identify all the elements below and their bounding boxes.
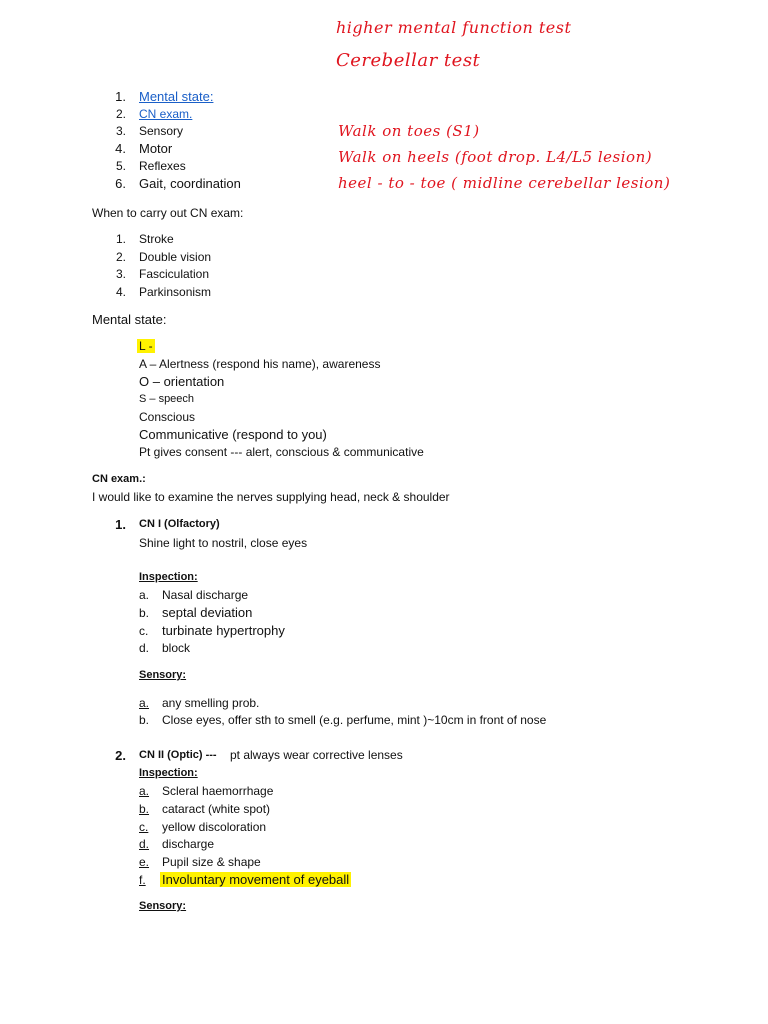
list-item: cataract (white spot) (162, 802, 271, 816)
list-item: Fasciculation (139, 267, 210, 281)
list-item: Stroke (139, 232, 174, 246)
list-item: Gait, coordination (139, 176, 241, 191)
when-heading: When to carry out CN exam: (92, 206, 244, 220)
list-number: 4. (115, 285, 126, 299)
list-number: 3. (115, 267, 126, 281)
list-item: Close eyes, offer sth to smell (e.g. perfume, mint )~10cm in front of nose (162, 713, 547, 727)
highlighted-l-line: L - (139, 339, 153, 353)
list-item: Parkinsonism (139, 285, 212, 299)
cn1-sensory-label: Sensory: (139, 669, 187, 681)
cn2-inspection-label: Inspection: (139, 767, 198, 779)
list-letter: a. (139, 588, 150, 602)
list-item: block (162, 641, 191, 655)
mental-line-conscious: Conscious (139, 410, 196, 424)
list-item: discharge (162, 837, 215, 851)
list-letter: d. (139, 837, 150, 851)
list-item: yellow discoloration (162, 820, 267, 834)
mental-line-communicative: Communicative (respond to you) (139, 427, 327, 442)
handwritten-note-toes: Walk on toes (S1) (338, 122, 480, 140)
cn-exam-intro: I would like to examine the nerves supplying head, neck & shoulder (92, 490, 450, 504)
list-letter: d. (139, 641, 150, 655)
list-letter: b. (139, 802, 150, 816)
mental-state-heading: Mental state: (92, 312, 167, 327)
cn-exam-heading: CN exam.: (92, 473, 146, 485)
cn2-title: CN II (Optic) --- (139, 749, 217, 761)
list-number: 2. (115, 107, 126, 121)
list-letter: c. (139, 624, 149, 638)
handwritten-note-heel-to-toe: heel - to - toe ( midline cerebellar lesion) (338, 174, 671, 192)
list-number: 4. (115, 141, 126, 156)
handwritten-note-higher-mental: higher mental function test (336, 18, 572, 37)
cn-exam-link[interactable]: CN exam. (139, 107, 193, 121)
list-number: 6. (115, 176, 126, 191)
list-item: Double vision (139, 250, 212, 264)
mental-state-link[interactable]: Mental state: (139, 89, 214, 104)
list-letter: b. (139, 713, 150, 727)
list-letter: f. (139, 873, 146, 887)
list-item: Sensory (139, 124, 184, 138)
list-item: Scleral haemorrhage (162, 784, 274, 798)
cn1-inspection-label: Inspection: (139, 571, 198, 583)
list-letter: c. (139, 820, 149, 834)
mental-line-alertness: A – Alertness (respond his name), awareness (139, 357, 381, 371)
cn2-title-suffix: pt always wear corrective lenses (230, 748, 403, 762)
list-letter: b. (139, 606, 150, 620)
list-item: Pupil size & shape (162, 855, 261, 869)
list-item: septal deviation (162, 605, 253, 620)
cn2-number: 2. (115, 748, 126, 763)
list-letter: e. (139, 855, 150, 869)
handwritten-note-heels: Walk on heels (foot drop. L4/L5 lesion) (338, 148, 653, 166)
list-item: Nasal discharge (162, 588, 249, 602)
list-number: 3. (115, 124, 126, 138)
list-number: 2. (115, 250, 126, 264)
highlighted-list-item: Involuntary movement of eyeball (162, 872, 350, 887)
list-letter: a. (139, 696, 150, 710)
list-number: 1. (115, 232, 126, 246)
mental-line-orientation: O – orientation (139, 374, 225, 389)
handwritten-note-cerebellar: Cerebellar test (336, 50, 481, 71)
mental-line-consent: Pt gives consent --- alert, conscious & communicative (139, 445, 424, 459)
cn1-title: CN I (Olfactory) (139, 518, 220, 530)
cn1-description: Shine light to nostril, close eyes (139, 536, 308, 550)
list-item: Motor (139, 141, 173, 156)
list-letter: a. (139, 784, 150, 798)
mental-line-speech: S – speech (139, 393, 195, 405)
cn1-number: 1. (115, 517, 126, 532)
list-item: any smelling prob. (162, 696, 260, 710)
list-item: turbinate hypertrophy (162, 623, 285, 638)
list-number: 1. (115, 89, 126, 104)
list-number: 5. (115, 159, 126, 173)
cn2-sensory-label: Sensory: (139, 900, 187, 912)
list-item: Reflexes (139, 159, 186, 173)
